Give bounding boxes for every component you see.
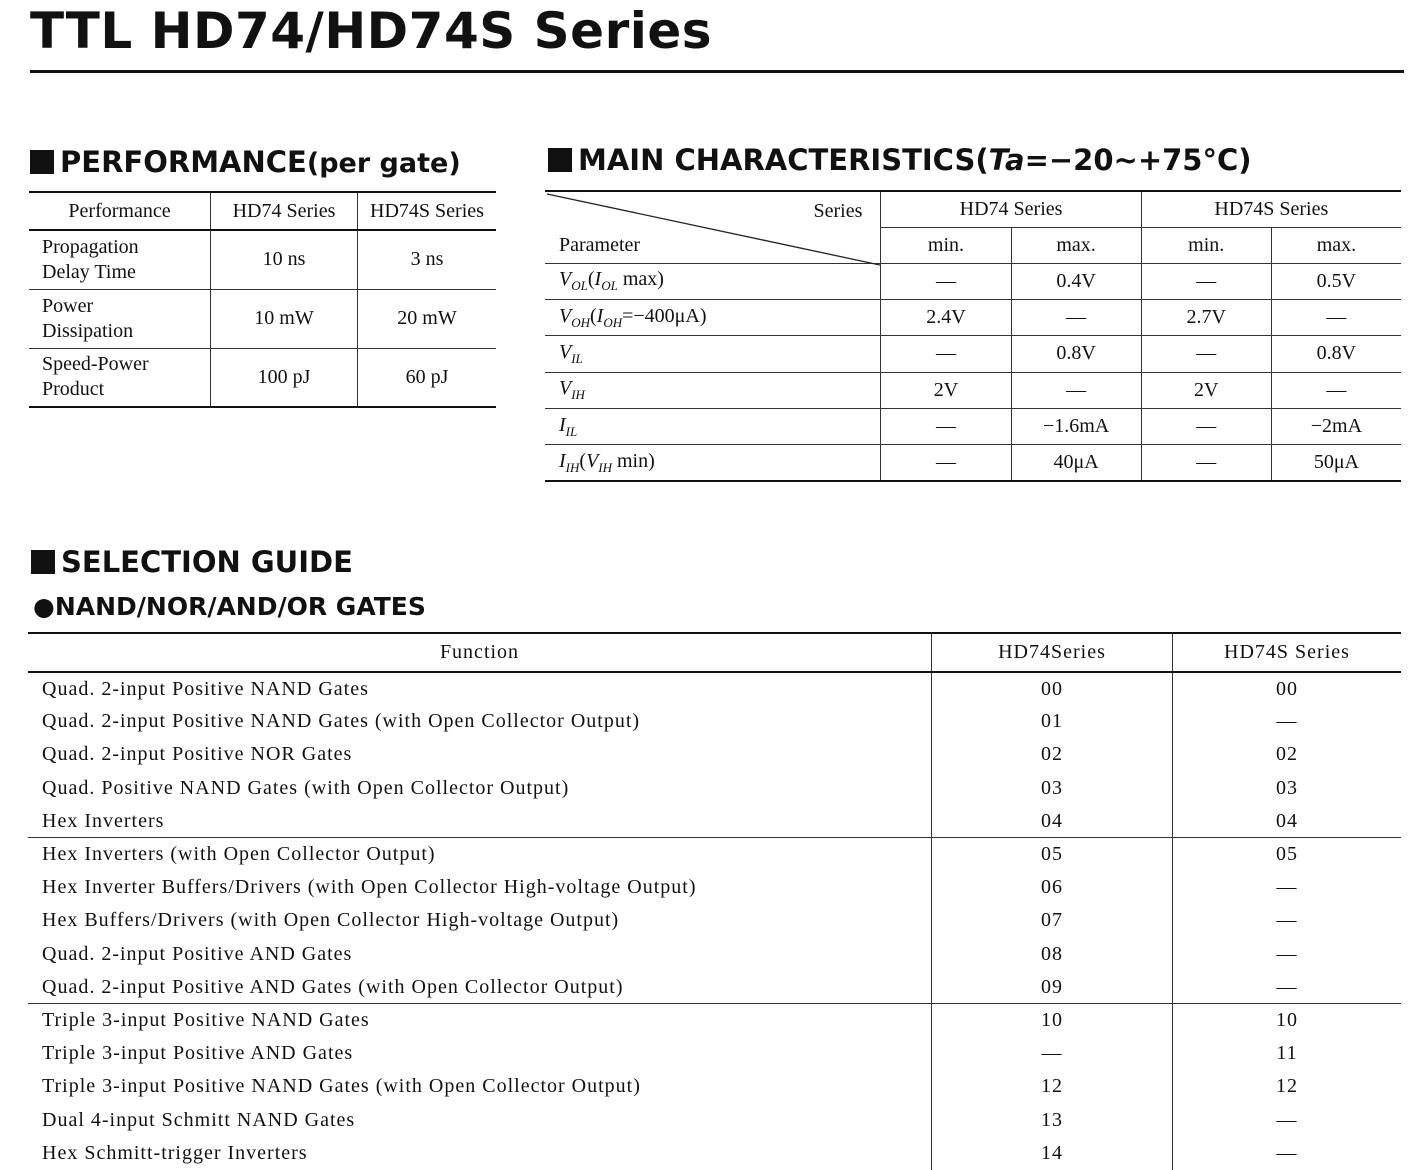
hd74s-max-value: 0.8V	[1271, 336, 1401, 372]
characteristics-cond-open: (	[975, 143, 989, 177]
title-rule	[30, 70, 1404, 73]
table-row	[28, 1137, 1401, 1170]
characteristics-table	[545, 190, 1401, 482]
function-cell: Hex Buffers/Drivers (with Open Collector High-voltage Output)	[42, 909, 620, 932]
parameter-cell	[545, 445, 881, 481]
param-symbol-2: I	[596, 304, 604, 327]
col-performance: Performance	[68, 199, 171, 222]
hd74s-cell: —	[1173, 1103, 1402, 1136]
table-row	[28, 971, 1401, 1004]
hd74-cell: 10	[932, 1004, 1173, 1037]
table-row	[28, 1037, 1401, 1070]
hd74s-max-header: max.	[1271, 227, 1401, 263]
hd74s-value: 3 ns	[358, 230, 497, 289]
hd74s-max-value: 50μA	[1271, 445, 1401, 481]
table-row	[28, 871, 1401, 904]
table-row	[28, 838, 1401, 871]
param-symbol: V	[559, 268, 572, 291]
hd74s-cell: 11	[1173, 1037, 1402, 1070]
hd74-cell: 03	[932, 772, 1173, 805]
hd74-max-value: —	[1011, 372, 1141, 408]
parameter-cell	[545, 336, 881, 372]
hd74-cell: 09	[932, 971, 1173, 1004]
table-row	[545, 445, 1401, 481]
parameter-cell	[545, 409, 881, 445]
function-cell: Quad. 2-input Positive AND Gates (with Open Collector Output)	[42, 975, 624, 998]
hd74s-min-value: —	[1141, 336, 1271, 372]
hd74s-cell: —	[1173, 705, 1402, 738]
row-label	[29, 289, 211, 348]
hd74s-max-value: −2mA	[1271, 409, 1401, 445]
hd74-cell: 05	[932, 838, 1173, 871]
table-row	[28, 805, 1401, 838]
param-subscript: IL	[565, 423, 578, 439]
hd74s-cell: 12	[1173, 1070, 1402, 1103]
hd74s-value: 20 mW	[358, 289, 497, 348]
param-text-2: =−400μA)	[622, 304, 707, 327]
table-row	[545, 409, 1401, 445]
hd74-cell: —	[932, 1037, 1173, 1070]
col-hd74s-series: HD74S Series	[1173, 633, 1402, 672]
param-symbol: V	[559, 304, 572, 327]
hd74s-min-value: 2V	[1141, 372, 1271, 408]
function-cell: Quad. 2-input Positive AND Gates	[42, 942, 353, 965]
param-symbol: V	[559, 340, 572, 363]
row-label-line2: Product	[42, 378, 105, 401]
col-function: Function	[439, 641, 520, 663]
table-row	[28, 938, 1401, 971]
characteristics-header-row1	[545, 191, 1401, 227]
hd74-min-header: min.	[881, 227, 1011, 263]
hd74-cell: 12	[932, 1070, 1173, 1103]
row-label-line1: Speed-Power	[42, 353, 149, 376]
characteristics-heading	[548, 143, 1252, 177]
table-row	[28, 1004, 1401, 1037]
hd74s-cell: —	[1173, 971, 1402, 1004]
hd74s-cell: —	[1173, 871, 1402, 904]
table-row	[28, 904, 1401, 937]
table-row	[28, 738, 1401, 771]
parameter-cell	[545, 372, 881, 408]
row-label-line2: Dissipation	[42, 319, 134, 342]
param-text: (	[590, 304, 597, 327]
hd74-cell: 01	[932, 705, 1173, 738]
table-row	[545, 336, 1401, 372]
square-bullet-icon	[548, 148, 572, 172]
param-symbol: I	[559, 413, 566, 436]
characteristics-heading-text: MAIN CHARACTERISTICS	[578, 143, 976, 177]
param-subscript: OL	[571, 278, 588, 294]
table-row	[29, 348, 496, 407]
param-text: (	[587, 268, 595, 291]
table-row	[28, 672, 1401, 705]
function-cell: Hex Inverter Buffers/Drivers (with Open Collector High-voltage Output)	[42, 876, 697, 899]
hd74-value: 100 pJ	[211, 348, 358, 407]
group-hd74: HD74 Series	[881, 191, 1141, 227]
function-cell: Quad. 2-input Positive NOR Gates	[42, 743, 353, 766]
performance-heading-sub: (per gate)	[306, 148, 461, 179]
selection-heading-text: SELECTION GUIDE	[61, 545, 353, 579]
hd74s-cell: 00	[1173, 672, 1402, 705]
param-symbol: V	[559, 377, 572, 400]
selection-table	[28, 632, 1401, 1170]
param-subscript: IH	[571, 387, 585, 403]
parameter-cell	[545, 299, 881, 335]
performance-table	[29, 191, 496, 408]
table-row	[545, 299, 1401, 335]
group-hd74s: HD74S Series	[1141, 191, 1401, 227]
hd74-cell: 13	[932, 1103, 1173, 1136]
hd74-cell: 07	[932, 904, 1173, 937]
page-title: TTL HD74/HD74S Series	[30, 2, 713, 60]
table-row	[28, 772, 1401, 805]
function-cell: Triple 3-input Positive NAND Gates (with Open Collector Output)	[42, 1075, 641, 1098]
hd74s-max-value: 0.5V	[1271, 263, 1401, 299]
function-cell: Quad. Positive NAND Gates (with Open Collector Output)	[42, 776, 570, 799]
param-symbol: I	[559, 449, 566, 472]
hd74-cell: 00	[932, 672, 1173, 705]
param-subscript: OH	[571, 314, 590, 330]
hd74s-cell: 02	[1173, 738, 1402, 771]
hd74-cell: 02	[932, 738, 1173, 771]
function-cell: Triple 3-input Positive NAND Gates	[42, 1009, 370, 1032]
param-subscript: IL	[571, 350, 583, 366]
hd74s-min-value: —	[1141, 409, 1271, 445]
param-subscript-2: IH	[598, 459, 612, 475]
hd74-cell: 04	[932, 805, 1173, 838]
square-bullet-icon	[30, 150, 54, 174]
col-hd74: HD74 Series	[211, 192, 358, 230]
function-cell: Triple 3-input Positive AND Gates	[42, 1042, 354, 1065]
table-row	[545, 372, 1401, 408]
performance-heading-text: PERFORMANCE	[60, 145, 307, 179]
hd74-min-value: 2V	[881, 372, 1011, 408]
param-text: (	[579, 449, 587, 472]
hd74s-max-value: —	[1271, 372, 1401, 408]
series-label: Series	[813, 200, 863, 222]
hd74s-min-header: min.	[1141, 227, 1271, 263]
function-cell: Quad. 2-input Positive NAND Gates (with Open Collector Output)	[42, 710, 641, 733]
hd74s-min-value: 2.7V	[1141, 299, 1271, 335]
hd74-min-value: —	[881, 445, 1011, 481]
param-symbol-2: I	[594, 268, 602, 291]
hd74-min-value: —	[881, 336, 1011, 372]
param-text-2: min)	[612, 449, 655, 472]
square-bullet-icon	[31, 550, 55, 574]
characteristics-cond-range: =−20~+75°C)	[1024, 143, 1252, 177]
series-parameter-corner	[545, 191, 881, 263]
hd74-cell: 08	[932, 938, 1173, 971]
col-hd74series: HD74Series	[932, 633, 1173, 672]
function-cell: Dual 4-input Schmitt NAND Gates	[42, 1108, 356, 1131]
performance-heading	[30, 145, 461, 179]
param-symbol-2: V	[586, 449, 599, 472]
hd74s-max-value: —	[1271, 299, 1401, 335]
hd74-value: 10 ns	[211, 230, 358, 289]
row-label-line1: Power	[42, 294, 94, 317]
hd74s-cell: 04	[1173, 805, 1402, 838]
param-subscript-2: OL	[601, 278, 618, 294]
hd74-max-value: −1.6mA	[1011, 409, 1141, 445]
performance-header-row	[29, 192, 496, 230]
param-subscript: IH	[565, 459, 580, 475]
hd74-value: 10 mW	[211, 289, 358, 348]
row-label	[29, 348, 211, 407]
hd74-max-value: 40μA	[1011, 445, 1141, 481]
hd74-max-value: 0.8V	[1011, 336, 1141, 372]
hd74-min-value: —	[881, 409, 1011, 445]
hd74-cell: 14	[932, 1137, 1173, 1170]
parameter-cell	[545, 263, 881, 299]
function-cell: Quad. 2-input Positive NAND Gates	[42, 677, 369, 700]
row-label	[29, 230, 211, 289]
function-cell: Hex Schmitt-trigger Inverters	[42, 1141, 308, 1164]
hd74s-min-value: —	[1141, 263, 1271, 299]
selection-subheading: ●NAND/NOR/AND/OR GATES	[33, 592, 426, 621]
table-row	[28, 705, 1401, 738]
hd74-cell: 06	[932, 871, 1173, 904]
table-row	[28, 1070, 1401, 1103]
table-row	[28, 1103, 1401, 1136]
characteristics-cond-ta: Ta	[988, 143, 1025, 177]
table-row	[545, 263, 1401, 299]
hd74s-value: 60 pJ	[358, 348, 497, 407]
hd74s-min-value: —	[1141, 445, 1271, 481]
hd74s-cell: —	[1173, 938, 1402, 971]
table-row	[29, 230, 496, 289]
selection-header-row	[28, 633, 1401, 672]
hd74s-cell: 05	[1173, 838, 1402, 871]
hd74s-cell: —	[1173, 1137, 1402, 1170]
table-row	[29, 289, 496, 348]
hd74s-cell: —	[1173, 904, 1402, 937]
param-text-2: max)	[617, 268, 664, 291]
hd74-min-value: —	[881, 263, 1011, 299]
hd74s-cell: 03	[1173, 772, 1402, 805]
param-subscript-2: OH	[603, 314, 623, 330]
parameter-label: Parameter	[559, 233, 641, 256]
row-label-line1: Propagation	[42, 235, 139, 258]
hd74-max-value: —	[1011, 299, 1141, 335]
hd74-max-header: max.	[1011, 227, 1141, 263]
function-cell: Hex Inverters (with Open Collector Output)	[42, 843, 436, 866]
hd74s-cell: 10	[1173, 1004, 1402, 1037]
hd74-min-value: 2.4V	[881, 299, 1011, 335]
selection-heading	[31, 545, 353, 579]
hd74-max-value: 0.4V	[1011, 263, 1141, 299]
row-label-line2: Delay Time	[42, 260, 136, 283]
col-hd74s: HD74S Series	[358, 192, 497, 230]
function-cell: Hex Inverters	[42, 809, 165, 832]
